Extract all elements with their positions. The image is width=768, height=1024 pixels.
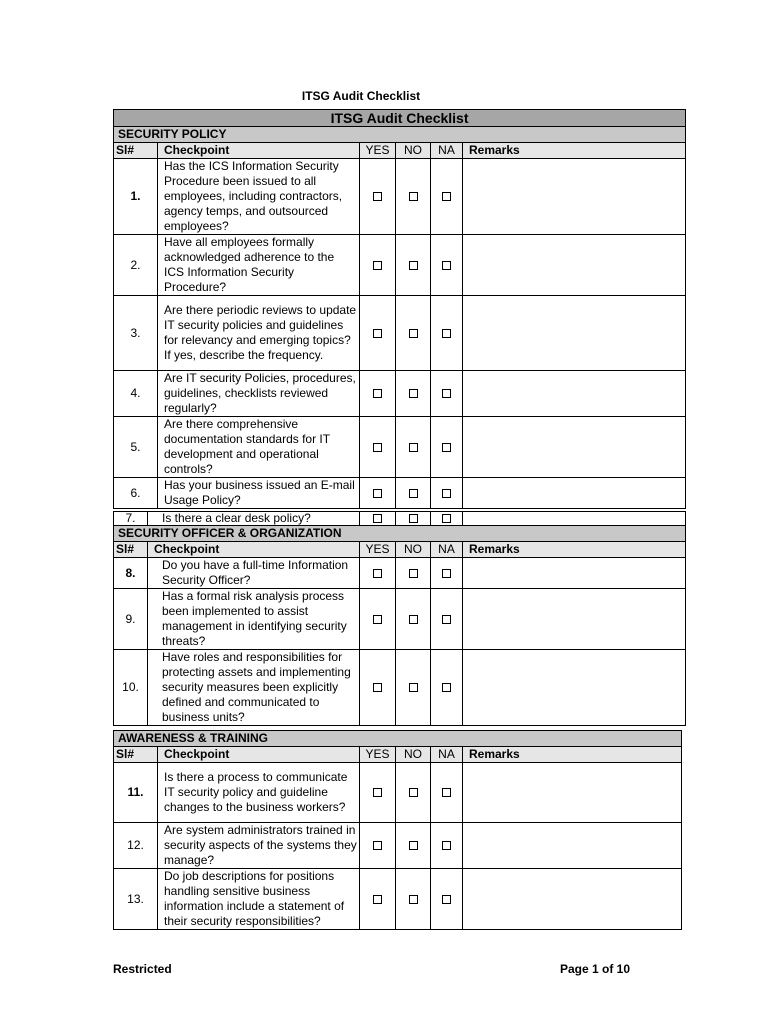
checkbox-empty-icon[interactable] <box>373 841 382 850</box>
row-number: 12. <box>114 823 158 869</box>
table-row <box>114 869 682 930</box>
row-number: 4. <box>114 371 158 417</box>
header-yes: YES <box>360 542 396 558</box>
checkpoint-text: Is there a process to communicate IT security policy and guideline changes to the business workers? <box>158 763 360 823</box>
checkpoint-text: Are system administrators trained in security aspects of the systems they manage? <box>158 823 360 869</box>
checkbox-empty-icon[interactable] <box>409 683 418 692</box>
checkbox-empty-icon[interactable] <box>442 615 451 624</box>
checkbox-empty-icon[interactable] <box>373 895 382 904</box>
remarks-cell[interactable] <box>463 869 682 930</box>
header-sl: Sl# <box>114 747 158 763</box>
checkpoint-text: Are there comprehensive documentation standards for IT development and operational controls? <box>158 417 360 478</box>
checkbox-empty-icon[interactable] <box>409 615 418 624</box>
row-number: 3. <box>114 296 158 371</box>
checkbox-empty-icon[interactable] <box>409 389 418 398</box>
table-row <box>114 650 686 726</box>
checkbox-empty-icon[interactable] <box>409 788 418 797</box>
checkpoint-text: Have roles and responsibilities for protecting assets and implementing security measures been explicitly defined and communicated to business units? <box>148 650 360 726</box>
table-title: ITSG Audit Checklist <box>114 110 686 127</box>
header-yes: YES <box>360 747 396 763</box>
checkbox-empty-icon[interactable] <box>442 895 451 904</box>
awareness-training-table <box>113 730 682 930</box>
header-na: NA <box>431 542 463 558</box>
header-remarks: Remarks <box>463 143 686 159</box>
header-yes: YES <box>360 143 396 159</box>
checkbox-empty-icon[interactable] <box>409 514 418 523</box>
checkpoint-text: Do you have a full-time Information Security Officer? <box>148 558 360 589</box>
header-checkpoint: Checkpoint <box>158 143 360 159</box>
row-number: 10. <box>114 650 148 726</box>
checkpoint-text: Has a formal risk analysis process been implemented to assist management in identifying security threats? <box>148 589 360 650</box>
remarks-cell[interactable] <box>463 512 686 526</box>
remarks-cell[interactable] <box>463 589 686 650</box>
section-title-security-officer: SECURITY OFFICER & ORGANIZATION <box>114 526 686 542</box>
table-row <box>114 512 686 526</box>
checkbox-empty-icon[interactable] <box>373 788 382 797</box>
table-row <box>114 417 686 478</box>
remarks-cell[interactable] <box>463 159 686 235</box>
checkbox-empty-icon[interactable] <box>442 489 451 498</box>
row-number: 11. <box>114 763 158 823</box>
header-no: NO <box>396 143 431 159</box>
checkbox-empty-icon[interactable] <box>373 615 382 624</box>
checkbox-empty-icon[interactable] <box>442 788 451 797</box>
checkbox-empty-icon[interactable] <box>442 261 451 270</box>
row-number: 6. <box>114 478 158 509</box>
row-number: 8. <box>114 558 148 589</box>
row-number: 7. <box>114 512 148 526</box>
row-number: 2. <box>114 235 158 296</box>
remarks-cell[interactable] <box>463 650 686 726</box>
checkpoint-text: Is there a clear desk policy? <box>148 512 360 526</box>
header-remarks: Remarks <box>463 542 686 558</box>
checkbox-empty-icon[interactable] <box>442 329 451 338</box>
table-row <box>114 371 686 417</box>
table-row <box>114 159 686 235</box>
checkbox-empty-icon[interactable] <box>442 514 451 523</box>
table-row <box>114 235 686 296</box>
checkpoint-text: Are there periodic reviews to update IT security policies and guidelines for relevancy and emerging topics? If yes, describe the frequency. <box>158 296 360 371</box>
table-row <box>114 823 682 869</box>
remarks-cell[interactable] <box>463 417 686 478</box>
remarks-cell[interactable] <box>463 558 686 589</box>
checkbox-empty-icon[interactable] <box>442 192 451 201</box>
checkbox-empty-icon[interactable] <box>373 261 382 270</box>
checkbox-empty-icon[interactable] <box>442 389 451 398</box>
checkbox-empty-icon[interactable] <box>373 329 382 338</box>
row-number: 5. <box>114 417 158 478</box>
security-officer-table <box>113 511 686 726</box>
table-row <box>114 589 686 650</box>
checkbox-empty-icon[interactable] <box>409 569 418 578</box>
row-number: 13. <box>114 869 158 930</box>
remarks-cell[interactable] <box>463 235 686 296</box>
header-sl: Sl# <box>114 542 148 558</box>
checkbox-empty-icon[interactable] <box>442 841 451 850</box>
header-na: NA <box>431 747 463 763</box>
checkbox-empty-icon[interactable] <box>409 192 418 201</box>
security-policy-table <box>113 109 686 509</box>
table-row <box>114 558 686 589</box>
checkbox-empty-icon[interactable] <box>373 389 382 398</box>
header-no: NO <box>396 542 431 558</box>
checkbox-empty-icon[interactable] <box>409 329 418 338</box>
checkbox-empty-icon[interactable] <box>442 683 451 692</box>
table-row <box>114 296 686 371</box>
checkbox-empty-icon[interactable] <box>373 443 382 452</box>
row-number: 1. <box>114 159 158 235</box>
footer-classification: Restricted <box>113 962 172 976</box>
checkpoint-text: Are IT security Policies, procedures, guidelines, checklists reviewed regularly? <box>158 371 360 417</box>
header-checkpoint: Checkpoint <box>158 747 360 763</box>
header-remarks: Remarks <box>463 747 682 763</box>
remarks-cell[interactable] <box>463 478 686 509</box>
remarks-cell[interactable] <box>463 763 682 823</box>
checkbox-empty-icon[interactable] <box>373 683 382 692</box>
checkpoint-text: Do job descriptions for positions handling sensitive business information include a statement of their security responsibilities? <box>158 869 360 930</box>
section-title-security-policy: SECURITY POLICY <box>114 127 686 143</box>
remarks-cell[interactable] <box>463 823 682 869</box>
footer-page-number: Page 1 of 10 <box>560 962 631 976</box>
section-title-awareness-training: AWARENESS & TRAINING <box>114 731 682 747</box>
checkbox-empty-icon[interactable] <box>373 489 382 498</box>
document-title: ITSG Audit Checklist <box>301 89 421 103</box>
checkbox-empty-icon[interactable] <box>373 569 382 578</box>
remarks-cell[interactable] <box>463 371 686 417</box>
checkbox-empty-icon[interactable] <box>373 192 382 201</box>
header-no: NO <box>396 747 431 763</box>
header-na: NA <box>431 143 463 159</box>
checkpoint-text: Has the ICS Information Security Procedure been issued to all employees, including contractors, agency temps, and outsourced employees? <box>158 159 360 235</box>
row-number: 9. <box>114 589 148 650</box>
checkbox-empty-icon[interactable] <box>409 261 418 270</box>
table-row <box>114 478 686 509</box>
checkbox-empty-icon[interactable] <box>409 489 418 498</box>
checkbox-empty-icon[interactable] <box>373 514 382 523</box>
checkbox-empty-icon[interactable] <box>409 895 418 904</box>
checkbox-empty-icon[interactable] <box>409 443 418 452</box>
checkbox-empty-icon[interactable] <box>442 569 451 578</box>
checkpoint-text: Has your business issued an E-mail Usage Policy? <box>158 478 360 509</box>
table-row <box>114 763 682 823</box>
checkbox-empty-icon[interactable] <box>442 443 451 452</box>
checkbox-empty-icon[interactable] <box>409 841 418 850</box>
header-sl: Sl# <box>114 143 158 159</box>
remarks-cell[interactable] <box>463 296 686 371</box>
header-checkpoint: Checkpoint <box>148 542 360 558</box>
checkpoint-text: Have all employees formally acknowledged adherence to the ICS Information Security Procedure? <box>158 235 360 296</box>
